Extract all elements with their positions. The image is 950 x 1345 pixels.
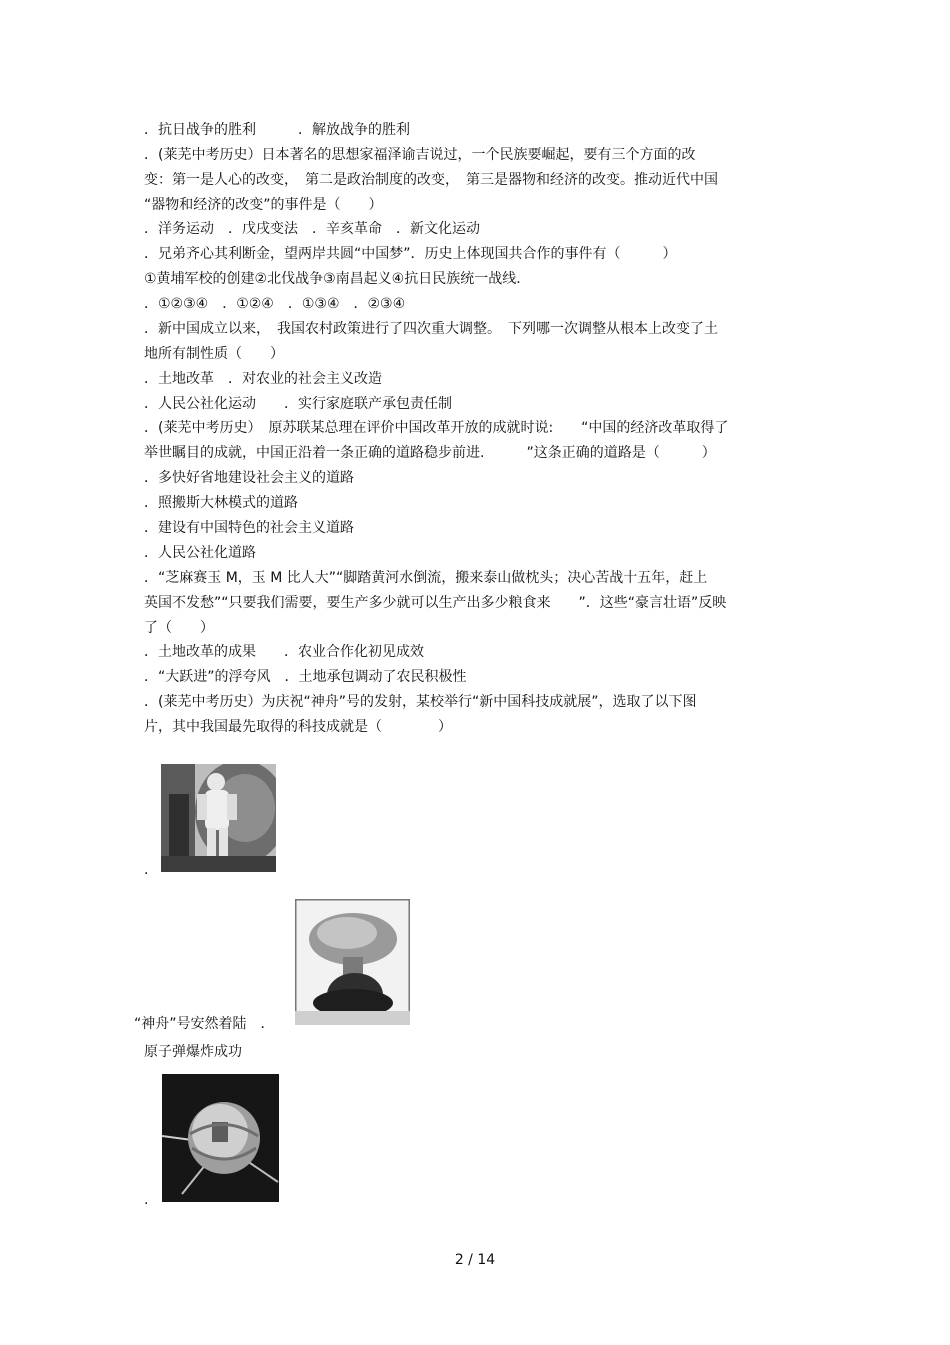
text-line: ．多快好省地建设社会主义的道路 xyxy=(144,470,354,486)
text-line: 举世瞩目的成就，中国正沿着一条正确的道路稳步前进. ”这条正确的道路是（ ） xyxy=(144,445,716,461)
text-line: ．照搬斯大林模式的道路 xyxy=(144,495,298,511)
option-a-caption: “神舟”号安然着陆 ． xyxy=(134,1016,275,1032)
text-line: ．①②③④ ．①②④ ．①③④ ．②③④ xyxy=(144,296,406,312)
text-line: ．人民公社化道路 xyxy=(144,545,256,561)
mushroom-cloud-photo xyxy=(295,899,410,1025)
text-line: ．“大跃进”的浮夸风 ．土地承包调动了农民积极性 xyxy=(144,669,467,685)
satellite-photo xyxy=(162,1074,279,1202)
text-line: ．土地改革的成果 ．农业合作化初见成效 xyxy=(144,644,424,660)
text-line: ．(莱芜中考历史）为庆祝“神舟”号的发射，某校举行“新中国科技成就展”，选取了以下图 xyxy=(144,694,697,710)
option-b-caption: 原子弹爆炸成功 xyxy=(144,1044,242,1060)
text-line: 英国不发愁”“只要我们需要，要生产多少就可以生产出多少粮食来 ”．这些“豪言壮语”反映 xyxy=(144,595,727,611)
text-line: ．(莱芜中考历史） 原苏联某总理在评价中国改革开放的成就时说: “中国的经济改革取得了 xyxy=(144,420,729,436)
text-line: ．“芝麻赛玉 M，玉 M 比人大”“脚踏黄河水倒流，搬来泰山做枕头；决心苦战十五年，赶上 xyxy=(144,570,708,586)
option-c-marker: . xyxy=(144,1192,149,1208)
text-line: ．建设有中国特色的社会主义道路 xyxy=(144,520,354,536)
text-line: ．土地改革 ．对农业的社会主义改造 xyxy=(144,371,382,387)
text-line: “器物和经济的改变”的事件是（ ） xyxy=(144,197,383,213)
text-line: ．抗日战争的胜利 ．解放战争的胜利 xyxy=(144,122,410,138)
text-line: ．(莱芜中考历史）日本著名的思想家福泽谕吉说过，一个民族要崛起，要有三个方面的改 xyxy=(144,147,696,163)
astronaut-photo xyxy=(161,764,276,872)
option-a-marker: . xyxy=(144,862,149,878)
text-line: ．兄弟齐心其利断金，望两岸共圆“中国梦”．历史上体现国共合作的事件有（ ） xyxy=(144,246,677,262)
text-line: 地所有制性质（ ） xyxy=(144,346,284,362)
text-line: ．新中国成立以来， 我国农村政策进行了四次重大调整。 下列哪一次调整从根本上改变了土 xyxy=(144,321,718,337)
page-number: 2 / 14 xyxy=(454,1252,496,1268)
text-line: 片，其中我国最先取得的科技成就是（ ） xyxy=(144,719,452,735)
text-line: ．人民公社化运动 ．实行家庭联产承包责任制 xyxy=(144,396,452,412)
text-line: ．洋务运动 ．戊戌变法 ．辛亥革命 ．新文化运动 xyxy=(144,221,480,237)
text-line: 变：第一是人心的改变， 第二是政治制度的改变， 第三是器物和经济的改变。推动近代中国 xyxy=(144,172,718,188)
text-line: 了（ ） xyxy=(144,620,214,636)
text-line: ①黄埔军校的创建②北伐战争③南昌起义④抗日民族统一战线. xyxy=(144,271,521,287)
